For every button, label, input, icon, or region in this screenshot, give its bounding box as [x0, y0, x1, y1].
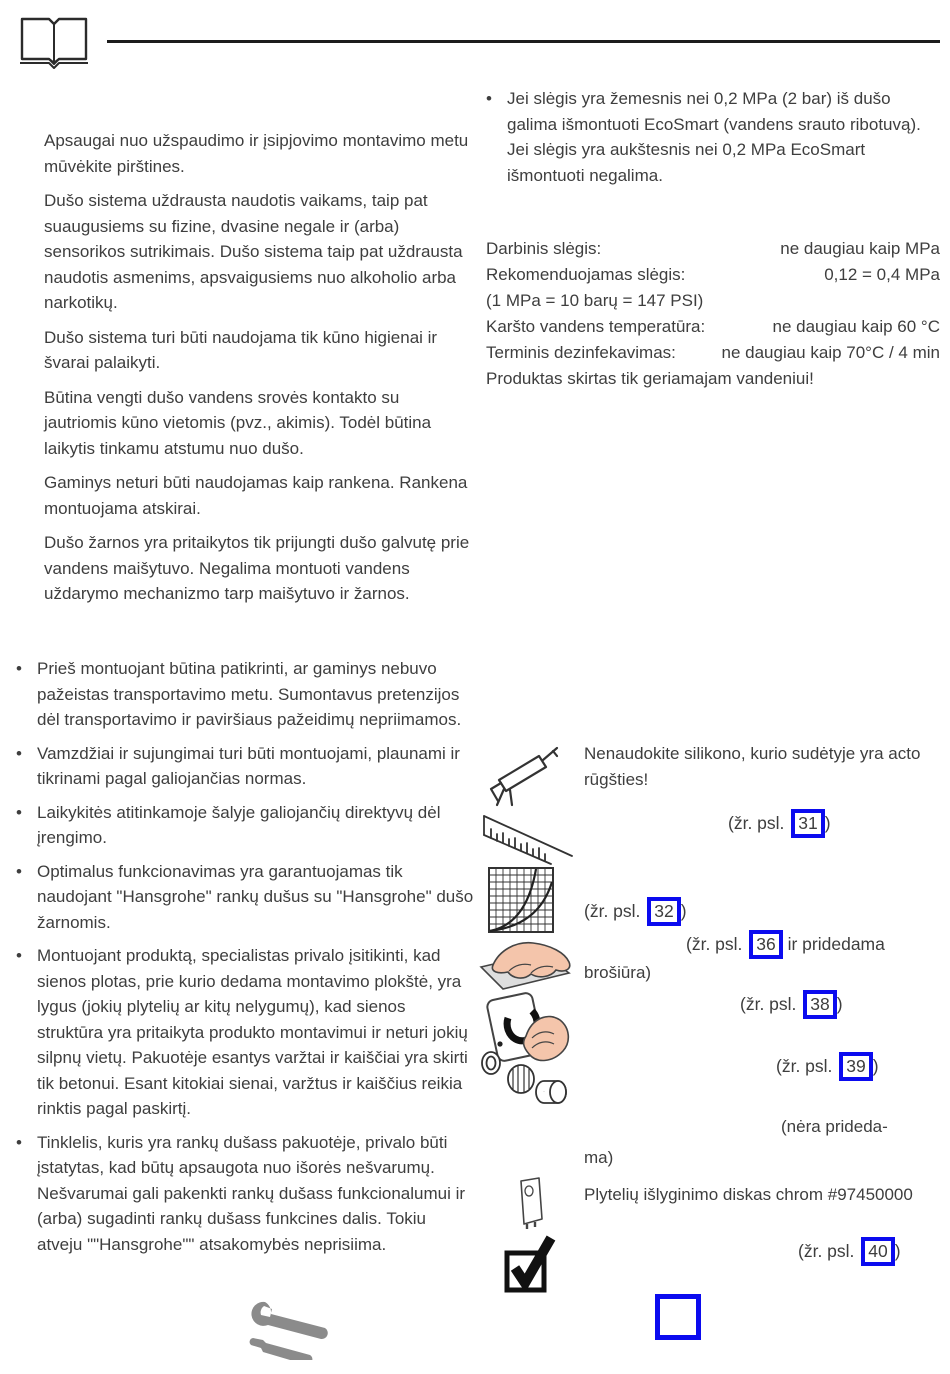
- spec-label: Karšto vandens temperatūra:: [486, 317, 706, 336]
- bullet: [486, 86, 507, 188]
- page-ref-31: [728, 809, 831, 838]
- page-ref-36: [686, 930, 885, 959]
- page-ref-36-wrap: brošiūra): [584, 963, 652, 982]
- caulking-gun-icon: [487, 744, 561, 808]
- spec-value: ne daugiau kaip MPa: [780, 239, 940, 258]
- list-item: [16, 1130, 474, 1258]
- spec-label: Rekomenduojamas slėgis:: [486, 265, 686, 284]
- parts-icon: [478, 1048, 574, 1108]
- ref-suffix: ): [824, 813, 831, 833]
- list-item-text: Tinklelis, kuris yra rankų dušass pakuotėje, privalo būti įstatytas, kad būtų apsaugota nuo išorės nešvarumų. Nešvarumai gali pakenkti rankų dušass funkcionalumui ir (arba) sugadinti rankų dušass funkcines dalis. Tokiu atveju ""Hansgrohe"" atsakomybės neprisiima.: [37, 1132, 466, 1254]
- spec-value: ne daugiau kaip 70°C / 4 min: [721, 343, 940, 362]
- spec-row: [486, 288, 940, 314]
- paragraph: Apsaugai nuo užspaudimo ir įsipjovimo montavimo metu mūvėkite pirštines.: [44, 131, 469, 176]
- bullet: [16, 656, 37, 733]
- spec-label: (1 MPa = 10 barų = 147 PSI): [486, 291, 704, 310]
- list-item: [16, 859, 474, 936]
- ref-prefix: (žr. psl.: [686, 934, 748, 954]
- paragraph: Dušo žarnos yra pritaikytos tik prijungti dušo galvutę prie vandens maišytuvo. Negalima montuoti vandens uždarymo mechanizmo tarp maišytuvo ir žarnos.: [44, 533, 470, 603]
- spec-row: [486, 314, 940, 340]
- ruler-icon: [481, 808, 575, 866]
- not-included-text-wrap: ma): [584, 1148, 614, 1167]
- page-ref-38: [740, 990, 843, 1019]
- not-included-text: (nėra prideda-: [781, 1117, 888, 1136]
- page-ref-32: [584, 897, 687, 926]
- page-link[interactable]: 31: [791, 809, 824, 838]
- spec-row: [486, 340, 940, 366]
- flow-chart-icon: [487, 866, 555, 934]
- list-item: [16, 741, 474, 792]
- page-link[interactable]: 32: [647, 897, 680, 926]
- tools-icon: [243, 1294, 337, 1360]
- paragraph: Dušo sistema turi būti naudojama tik kūno higienai ir švarai palaikyti.: [44, 327, 438, 372]
- list-item-text: Prieš montuojant būtina patikrinti, ar gaminys nebuvo pažeistas transportavimo metu. Sumontavus pretenzijos dėl transportavimo ir paviršiaus pažeidimų nepriimamos.: [37, 659, 462, 729]
- paragraph: Dušo sistema uždrausta naudotis vaikams, taip pat suaugusiems su fizine, dvasine negale ir (arba) sensorikos sutrikimais. Dušo sistema taip pat uždrausta naudotis asmenims, apsvaigusiems nuo alkoholio arba narkotikų.: [44, 191, 463, 312]
- hand-plate-icon: [479, 931, 575, 991]
- page-link[interactable]: 38: [803, 990, 836, 1019]
- ref-prefix: (žr. psl.: [584, 901, 646, 921]
- bullet: [16, 800, 37, 851]
- ref-prefix: (žr. psl.: [740, 994, 802, 1014]
- page-link-box[interactable]: [655, 1294, 701, 1340]
- ref-suffix: ): [894, 1241, 901, 1261]
- ref-suffix: ): [836, 994, 843, 1014]
- spec-row: [486, 236, 940, 262]
- ref-suffix: ): [872, 1056, 879, 1076]
- spec-label: Terminis dezinfekavimas:: [486, 343, 676, 362]
- checkbox-icon: [503, 1231, 557, 1295]
- list-item: [16, 800, 474, 851]
- ref-prefix: (žr. psl.: [776, 1056, 838, 1076]
- header-divider: [107, 40, 940, 43]
- safety-paragraphs: [44, 128, 472, 616]
- page-ref-40: [798, 1237, 901, 1266]
- bullet: [16, 859, 37, 936]
- pressure-note-text: Jei slėgis yra žemesnis nei 0,2 MPa (2 bar) iš dušo galima išmontuoti EcoSmart (vandens srauto ribotuvą). Jei slėgis yra aukštesnis nei 0,2 MPa EcoSmart išmontuoti negalima.: [507, 89, 921, 185]
- page-link[interactable]: 39: [839, 1052, 872, 1081]
- installation-notes-list: [16, 656, 474, 1265]
- list-item-text: Montuojant produktą, specialistas privalo įsitikinti, kad sienos plotas, prie kurio dedama montavimo plokštė, yra lygus (jokių plytelių ar kitų nelygumų), kad sienos struktūra yra pritaikyta produkto montavimui ir neturi jokių silpnų vietų. Pakuotėje esantys varžtai ir kaiščiai yra skirti tik betonui. Esant kitokiai sienai, varžtus ir kaiščius reikia rinktis pagal paskirtį.: [37, 946, 468, 1118]
- accessory-text: Plytelių išlyginimo diskas chrom #97450000: [584, 1185, 913, 1204]
- page-ref-39: [776, 1052, 879, 1081]
- spec-label: Produktas skirtas tik geriamajam vandeniui!: [486, 369, 814, 388]
- bullet: [16, 943, 37, 1122]
- ref-prefix: (žr. psl.: [798, 1241, 860, 1261]
- technical-data: [486, 236, 940, 392]
- list-item-text: Laikykitės atitinkamoje šalyje galiojančių direktyvų dėl įrengimo.: [37, 802, 441, 847]
- list-item: [16, 656, 474, 733]
- bullet: [16, 741, 37, 792]
- list-item-text: Optimalus funkcionavimas yra garantuojamas tik naudojant "Hansgrohe" rankų dušus su "Hansgrohe" dušo žarnomis.: [37, 861, 474, 932]
- list-item-text: Vamzdžiai ir sujungimai turi būti montuojami, plaunami ir tikrinami pagal galiojančias normas.: [37, 743, 460, 788]
- paragraph: Gaminys neturi būti naudojamas kaip rankena. Rankena montuojama atskirai.: [44, 473, 468, 518]
- page-link[interactable]: 40: [861, 1237, 894, 1266]
- ref-suffix: ): [680, 901, 687, 921]
- silicone-warning: Nenaudokite silikono, kurio sudėtyje yra acto rūgšties!: [584, 744, 921, 789]
- spec-row: [486, 366, 940, 392]
- spec-value: ne daugiau kaip 60 °C: [772, 317, 940, 336]
- paragraph: Būtina vengti dušo vandens srovės kontakto su jautriomis kūno vietomis (pvz., akimis). Todėl būtina laikytis tinkamu atstumu nuo dušo.: [44, 387, 432, 458]
- book-icon: [16, 12, 92, 72]
- bullet: [16, 1130, 37, 1258]
- list-item: [16, 943, 474, 1122]
- ref-prefix: (žr. psl.: [728, 813, 790, 833]
- pressure-note: [486, 86, 940, 188]
- tile-disk-icon: [513, 1177, 547, 1231]
- spec-row: [486, 262, 940, 288]
- spec-value: 0,12 = 0,4 MPa: [824, 265, 940, 284]
- ref-suffix: ir pridedama: [782, 934, 885, 954]
- page-link[interactable]: 36: [749, 930, 782, 959]
- spec-label: Darbinis slėgis:: [486, 239, 602, 258]
